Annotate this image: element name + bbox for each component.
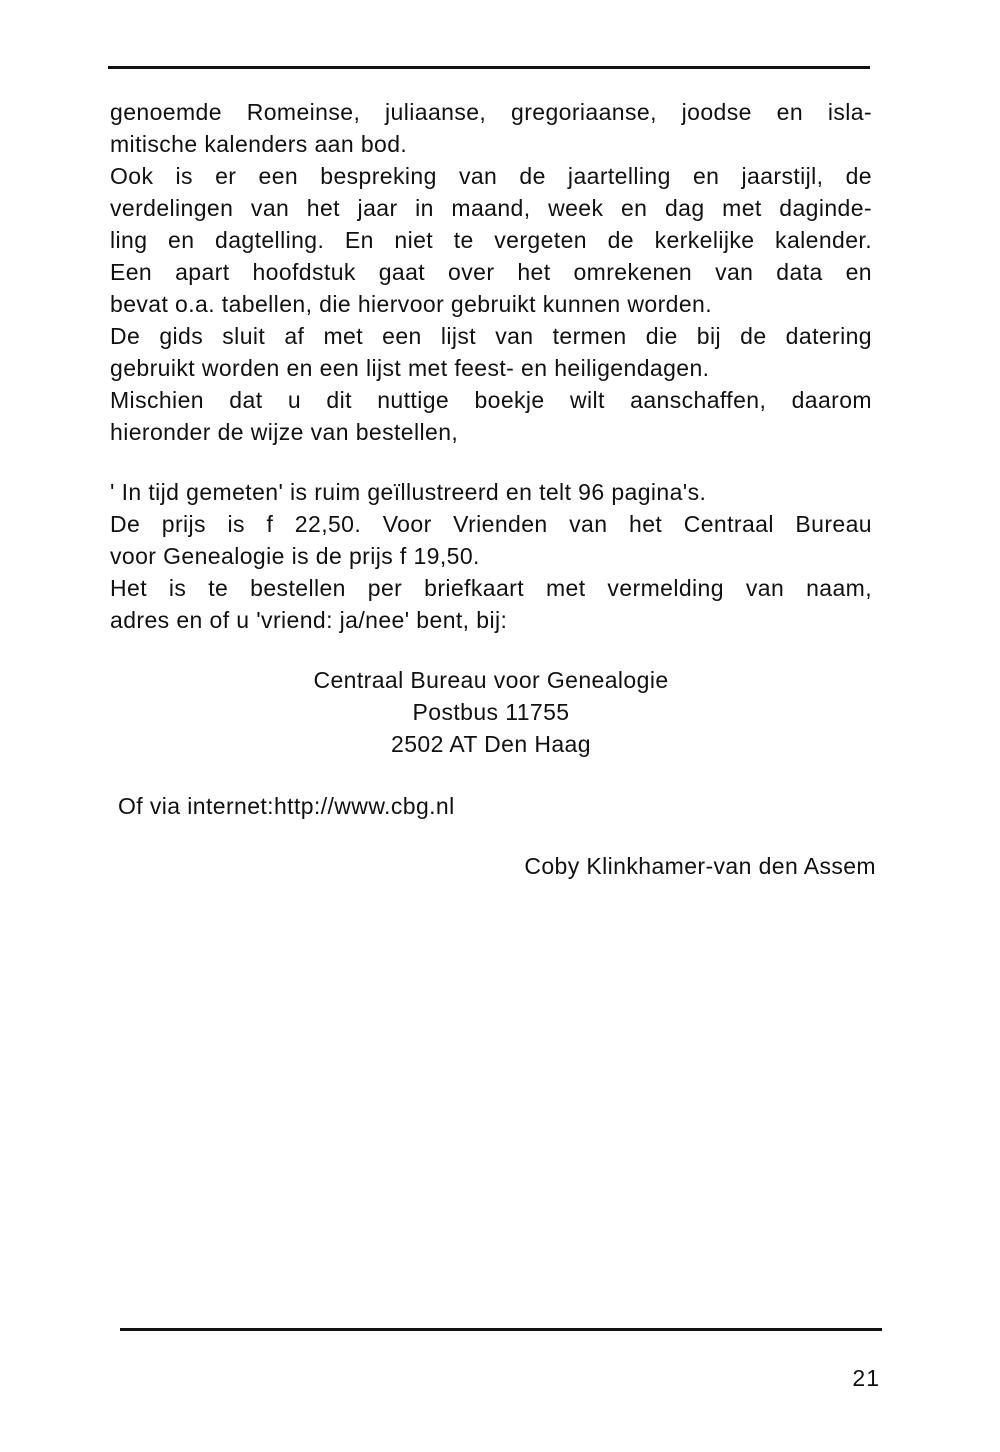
text-line: hieronder de wijze van bestellen, [110,419,459,445]
page-number: 21 [852,1365,880,1391]
text-line: mitische kalenders aan bod. [110,131,408,157]
address-line: 2502 AT Den Haag [391,731,591,757]
bottom-rule [120,1328,882,1331]
text-line: Het is te bestellen per briefkaart met vermelding van naam, [110,575,872,601]
text-line: genoemde Romeinse, juliaanse, gregoriaanse, joodse en isla- [110,99,872,125]
text-line: Ook is er een bespreking van de jaartelling en jaarstijl, de [110,163,872,189]
body-paragraph-1 [110,96,872,448]
text-line: De prijs is f 22,50. Voor Vrienden van het Centraal Bureau [110,511,872,537]
body-paragraph-2 [110,476,872,636]
text-line: voor Genealogie is de prijs f 19,50. [110,543,480,569]
text-line: ' In tijd gemeten' is ruim geïllustreerd en telt 96 pagina's. [110,479,707,505]
text-line: De gids sluit af met een lijst van termen die bij de datering [110,323,872,349]
website-line: Of via internet:http://www.cbg.nl [118,793,455,819]
text-line: gebruikt worden en een lijst met feest- en heiligendagen. [110,355,710,381]
address-line: Centraal Bureau voor Genealogie [313,667,669,693]
text-line: Mischien dat u dit nuttige boekje wilt aanschaffen, daarom [110,387,872,413]
text-line: verdelingen van het jaar in maand, week en dag met daginde- [110,195,872,221]
text-line: ling en dagtelling. En niet te vergeten de kerkelijke kalender. [110,227,872,253]
text-line: Een apart hoofdstuk gaat over het omrekenen van data en [110,259,872,285]
top-rule [108,66,870,69]
address-line: Postbus 11755 [412,699,570,725]
text-line: bevat o.a. tabellen, die hiervoor gebruikt kunnen worden. [110,291,713,317]
text-line: adres en of u 'vriend: ja/nee' bent, bij: [110,607,508,633]
postal-address [110,664,872,760]
author-signature: Coby Klinkhamer-van den Assem [524,853,876,879]
